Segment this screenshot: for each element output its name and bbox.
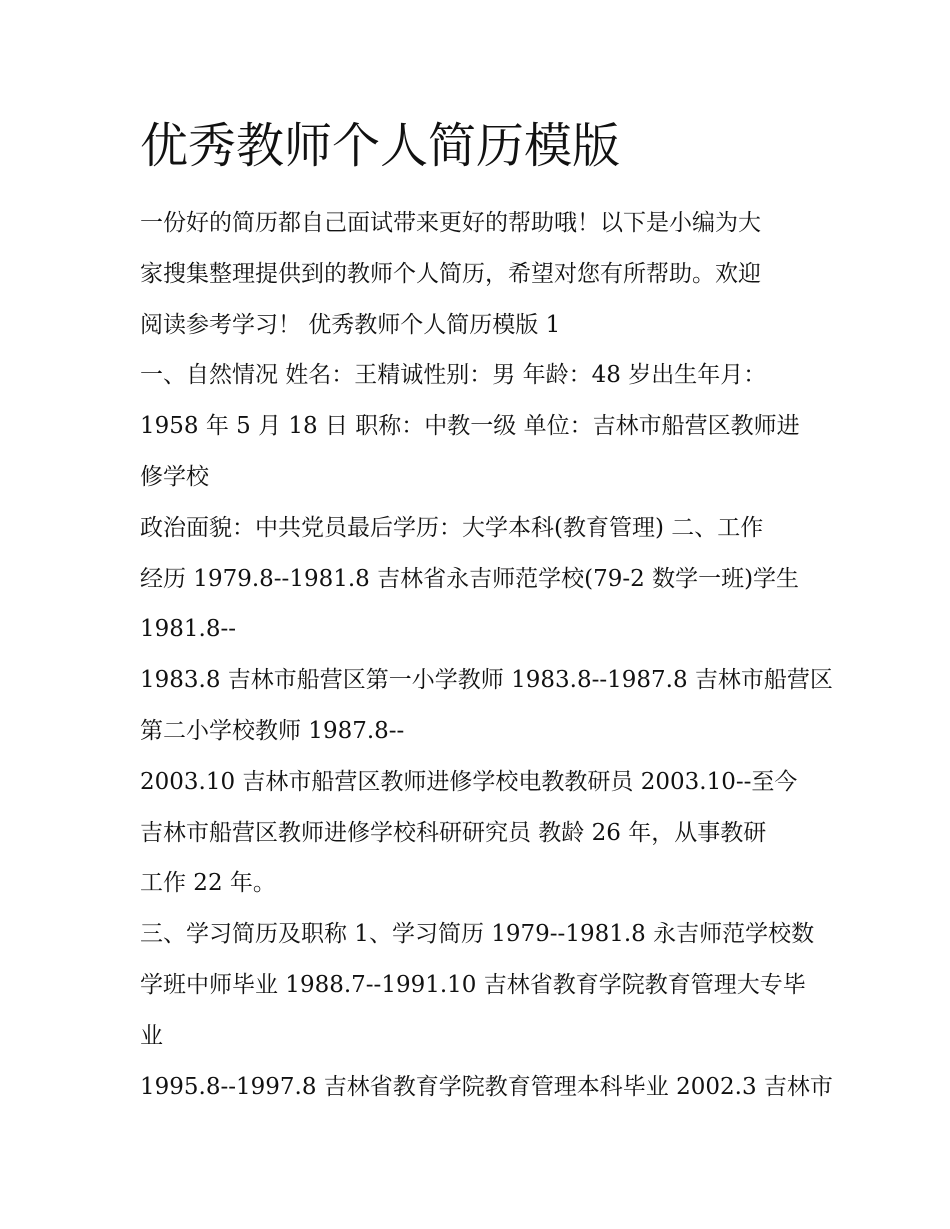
text-line: 政治面貌：中共党员最后学历：大学本科(教育管理) 二、工作 xyxy=(140,514,764,541)
text-line: 1995.8--1997.8 吉林省教育学院教育管理本科毕业 2002.3 吉林市 xyxy=(140,1073,833,1100)
text-line: 2003.10 吉林市船营区教师进修学校电教教研员 2003.10--至今 xyxy=(140,768,798,795)
text-line: 学班中师毕业 1988.7--1991.10 吉林省教育学院教育管理大专毕 xyxy=(140,971,806,998)
text-line: 一份好的简历都自己面试带来更好的帮助哦！以下是小编为大 xyxy=(140,210,761,236)
text-line: 工作 22 年。 xyxy=(140,870,276,897)
document-title: 优秀教师个人简历模版 xyxy=(140,118,621,174)
document-body xyxy=(140,198,833,1112)
text-line: 修学校 xyxy=(140,463,209,490)
text-line: 1981.8-- xyxy=(140,616,237,643)
text-line: 经历 1979.8--1981.8 吉林省永吉师范学校(79-2 数学一班)学生 xyxy=(140,565,800,592)
text-line: 业 xyxy=(140,1022,163,1049)
text-line: 1958 年 5 月 18 日 职称：中教一级 单位：吉林市船营区教师进 xyxy=(140,413,800,440)
text-line: 吉林市船营区教师进修学校科研研究员 教龄 26 年，从事教研 xyxy=(140,819,767,846)
text-line: 家搜集整理提供到的教师个人简历，希望对您有所帮助。欢迎 xyxy=(140,260,761,287)
text-line: 阅读参考学习！ 优秀教师个人简历模版 1 xyxy=(140,311,561,338)
text-line: 三、学习简历及职称 1、学习简历 1979--1981.8 永吉师范学校数 xyxy=(140,921,815,948)
text-line: 1983.8 吉林市船营区第一小学教师 1983.8--1987.8 吉林市船营区 xyxy=(140,667,833,694)
text-line: 一、自然情况 姓名：王精诚性别：男 年龄：48 岁出生年月： xyxy=(140,362,767,389)
text-line: 第二小学校教师 1987.8-- xyxy=(140,717,405,744)
